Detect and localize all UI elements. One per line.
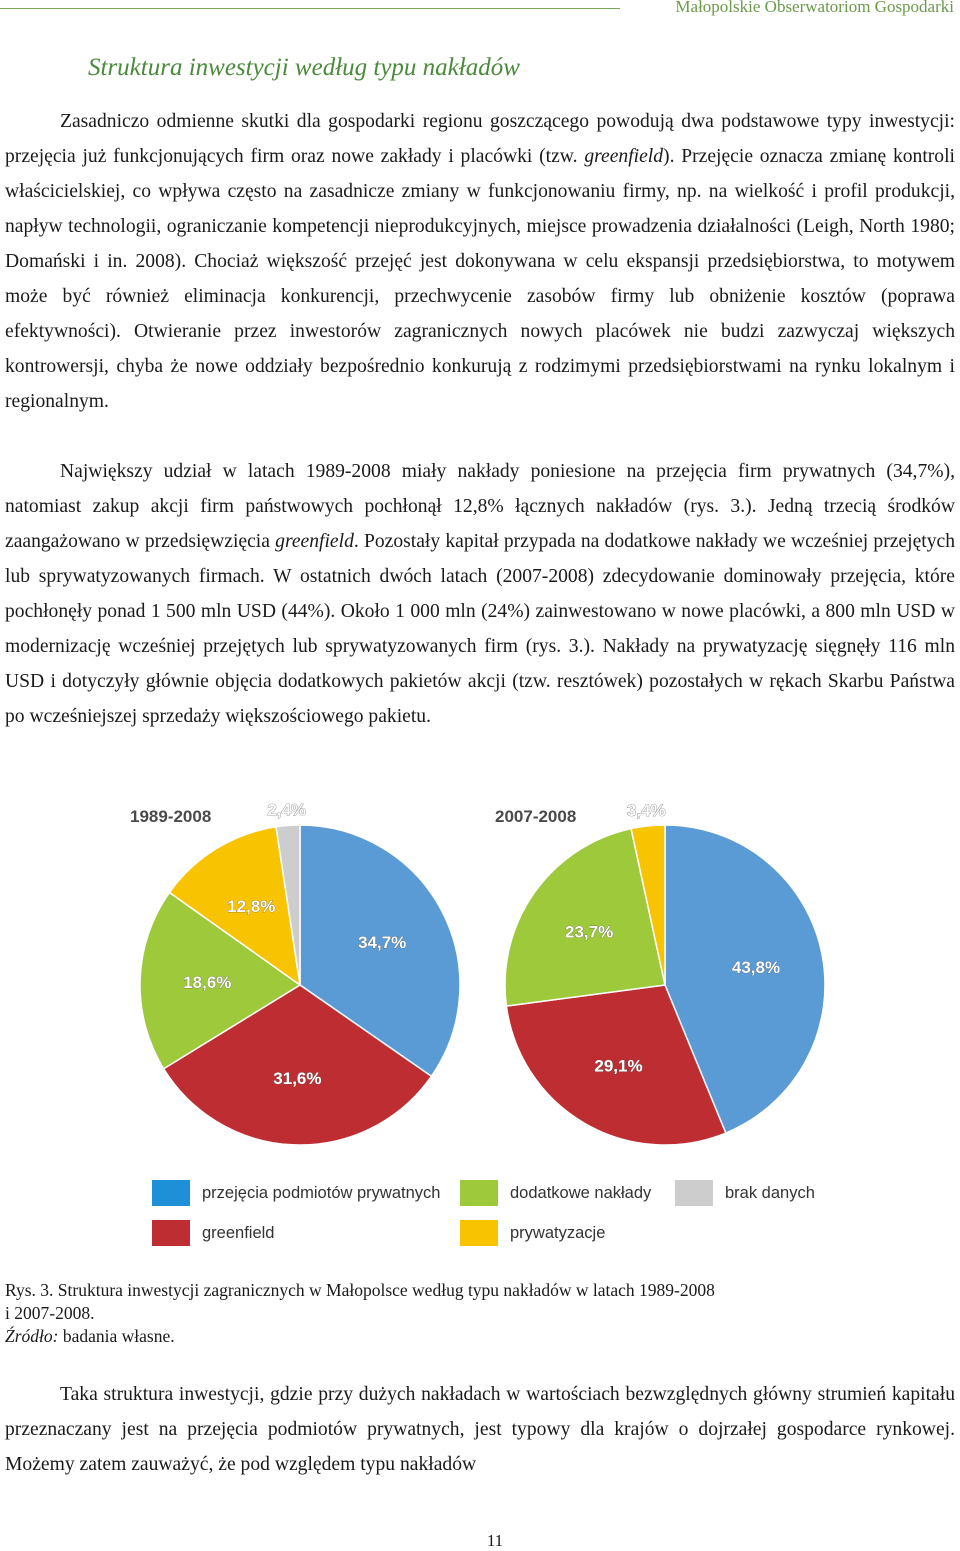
paragraph-3 — [5, 1377, 955, 1482]
legend-label-greenfield: greenfield — [202, 1224, 275, 1242]
header-title: Małopolskie Obserwatoriom Gospodarki — [675, 0, 954, 16]
section-title: Struktura inwestycji według typu nakładów — [88, 54, 520, 81]
figure-caption — [5, 1279, 905, 1348]
paragraph-1-text-b: ). Przejęcie oznacza zmianę kontroli właścicielskiej, co wpływa często na zasadnicze zmiany w funkcjonowaniu firmy, np. na wielkość i profil produkcji, napływ technologii, ograniczanie kompetencji nieprodukcyjnych, miejsce prowadzenia działalności (Leigh, North 1980; Domański i in. 2008). Chociaż większość przejęć jest dokonywana w celu ekspansji przedsiębiorstwa, to motywem może być również eliminacja konkurencji, przechwycenie zasobów firmy lub obniżenie kosztów (poprawa efektywności). Otwieranie przez inwestorów zagranicznych nowych placówek nie budzi zazwyczaj większych kontrowersji, chyba że nowe oddziały bezpośrednio konkurują z rodzimymi przedsiębiorstwami na rynku lokalnym i regionalnym. — [5, 146, 955, 412]
header-rule — [0, 8, 620, 9]
legend-label-dodatkowe: dodatkowe nakłady — [510, 1184, 652, 1202]
caption-source — [5, 1325, 905, 1348]
caption-source-label: Źródło: — [5, 1326, 59, 1346]
pie-1 — [140, 801, 460, 1146]
paragraph-2 — [5, 454, 955, 734]
pie-2-label-prywatyzacje: 3,4% — [626, 801, 666, 820]
pie-2-label-greenfield: 29,1% — [594, 1056, 643, 1076]
legend-label-przejecia: przejęcia podmiotów prywatnych — [202, 1184, 441, 1202]
paragraph-2-italic: greenfield — [275, 531, 354, 552]
legend-label-prywatyzacje: prywatyzacje — [510, 1224, 606, 1242]
paragraph-3-text: Taka struktura inwestycji, gdzie przy dużych nakładach w wartościach bezwzględnych główny strumień kapitału przeznaczany jest na przejęcia podmiotów prywatnych, jest typowy dla krajów o dojrzałej gospodarce rynkowej. Możemy zatem zauważyć, że pod względem typu nakładów — [5, 1384, 955, 1475]
pie-2-title: 2007-2008 — [495, 807, 577, 826]
pie-2-label-dodatkowe: 23,7% — [564, 922, 614, 942]
pie-2-label-przejecia: 43,8% — [731, 958, 781, 977]
caption-line-2: i 2007-2008. — [5, 1303, 95, 1323]
legend-swatch-brak-danych — [675, 1180, 713, 1206]
legend-label-brak-danych: brak danych — [725, 1184, 815, 1202]
legend-swatch-greenfield — [152, 1220, 190, 1246]
legend — [152, 1180, 815, 1246]
pie-1-label-brak-danych: 2,4% — [267, 800, 307, 820]
paragraph-1-text-a: Zasadniczo odmienne skutki dla gospodarki regionu goszczącego powodują dwa podstawowe typy inwestycji: przejęcia już funkcjonujących firm oraz nowe zakłady i placówki (tzw. — [5, 111, 955, 167]
page-number: 11 — [486, 1531, 504, 1550]
pie-1-title: 1989-2008 — [130, 807, 212, 826]
pie-1-label-przejecia: 34,7% — [358, 933, 407, 952]
pie-1-label-prywatyzacje: 12,8% — [227, 897, 276, 916]
pie-2 — [505, 801, 825, 1145]
pie-charts-figure — [110, 790, 850, 1260]
paragraph-1-italic: greenfield — [584, 146, 664, 167]
legend-swatch-prywatyzacje — [460, 1220, 498, 1246]
caption-source-value: badania własne. — [58, 1326, 175, 1346]
paragraph-1 — [5, 104, 955, 419]
legend-swatch-przejecia — [152, 1180, 190, 1206]
pie-1-label-greenfield: 31,6% — [273, 1068, 322, 1088]
legend-swatch-dodatkowe — [460, 1180, 498, 1206]
paragraph-2-text-a: Największy udział w latach 1989-2008 miały nakłady poniesione na przejęcia firm prywatnych (34,7%), natomiast zakup akcji firm państwowych pochłonął 12,8% łącznych nakładów (rys. 3.). Jedną trzecią środków zaangażowano w przedsięwzięcia — [5, 461, 955, 552]
pie-1-label-dodatkowe: 18,6% — [183, 972, 232, 992]
caption-line-1: Rys. 3. Struktura inwestycji zagranicznych w Małopolsce według typu nakładów w latach 1989-2008 — [5, 1280, 715, 1300]
paragraph-2-text-b: . Pozostały kapitał przypada na dodatkowe nakłady we wcześniej przejętych lub sprywatyzowanych firmach. W ostatnich dwóch latach (2007-2008) zdecydowanie dominowały przejęcia, które pochłonęły ponad 1 500 mln USD (44%). Około 1 000 mln (24%) zainwestowano w nowe placówki, a 800 mln USD w modernizację wcześniej przejętych lub sprywatyzowanych firm (rys. 3.). Nakłady na prywatyzację sięgnęły 116 mln USD i dotyczyły głównie objęcia dodatkowych pakietów akcji (tzw. resztówek) pozostałych w rękach Skarbu Państwa po wcześniejszej sprzedaży większościowego pakietu. — [5, 531, 955, 727]
